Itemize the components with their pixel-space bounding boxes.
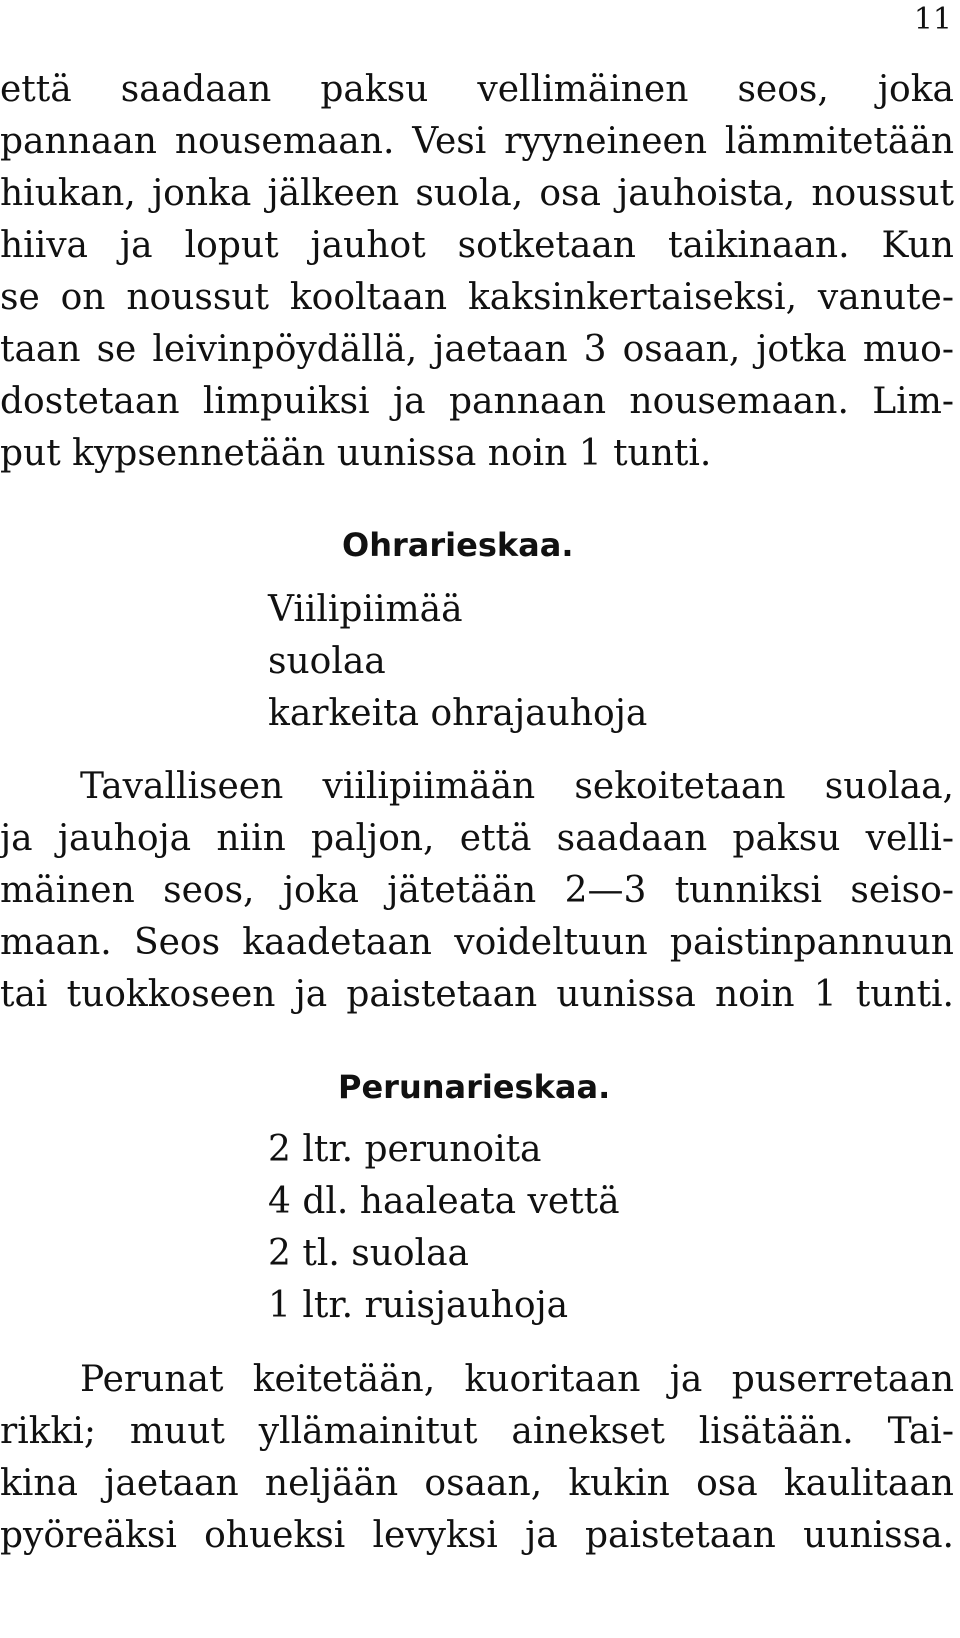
text-line: mäinen seos, joka jätetään 2—3 tunniksi seiso- (0, 870, 954, 911)
text-line: pyöreäksi ohueksi levyksi ja paistetaan uunissa. (0, 1515, 954, 1556)
text-line: hiiva ja loput jauhot sotketaan taikinaan. Kun (0, 225, 954, 266)
text-line: kina jaetaan neljään osaan, kukin osa kaulitaan (0, 1463, 954, 1504)
text-line: tai tuokkoseen ja paistetaan uunissa noin 1 tunti. (0, 974, 954, 1015)
text-line: taan se leivinpöydällä, jaetaan 3 osaan, jotka muo- (0, 329, 954, 370)
ingredient-item: 4 dl. haaleata vettä (268, 1181, 620, 1222)
text-line: pannaan nousemaan. Vesi ryyneineen lämmitetään (0, 121, 954, 162)
text-line: hiukan, jonka jälkeen suola, osa jauhoista, noussut (0, 173, 954, 214)
ingredient-item: Viilipiimää (268, 589, 463, 630)
text-line: Perunat keitetään, kuoritaan ja puserretaan (80, 1359, 954, 1400)
ingredient-item: karkeita ohrajauhoja (268, 693, 648, 734)
recipe-heading: Ohrarieskaa. (342, 526, 574, 564)
text-line: Tavalliseen viilipiimään sekoitetaan suolaa, (80, 766, 954, 807)
text-line: ja jauhoja niin paljon, että saadaan paksu velli- (0, 818, 954, 859)
text-line: rikki; muut yllämainitut ainekset lisätään. Tai- (0, 1411, 954, 1452)
text-line: put kypsennetään uunissa noin 1 tunti. (0, 433, 712, 474)
text-line: dostetaan limpuiksi ja pannaan nousemaan. Lim- (0, 381, 954, 422)
ingredient-item: suolaa (268, 641, 386, 682)
text-line: se on noussut kooltaan kaksinkertaiseksi, vanute- (0, 277, 954, 318)
ingredient-item: 2 tl. suolaa (268, 1233, 469, 1274)
ingredient-item: 1 ltr. ruisjauhoja (268, 1285, 569, 1326)
text-line: maan. Seos kaadetaan voideltuun paistinpannuun (0, 922, 954, 963)
page-number: 11 (913, 2, 952, 37)
ingredient-item: 2 ltr. perunoita (268, 1129, 542, 1170)
recipe-heading: Perunarieskaa. (338, 1068, 611, 1106)
text-line: että saadaan paksu vellimäinen seos, joka (0, 69, 954, 110)
